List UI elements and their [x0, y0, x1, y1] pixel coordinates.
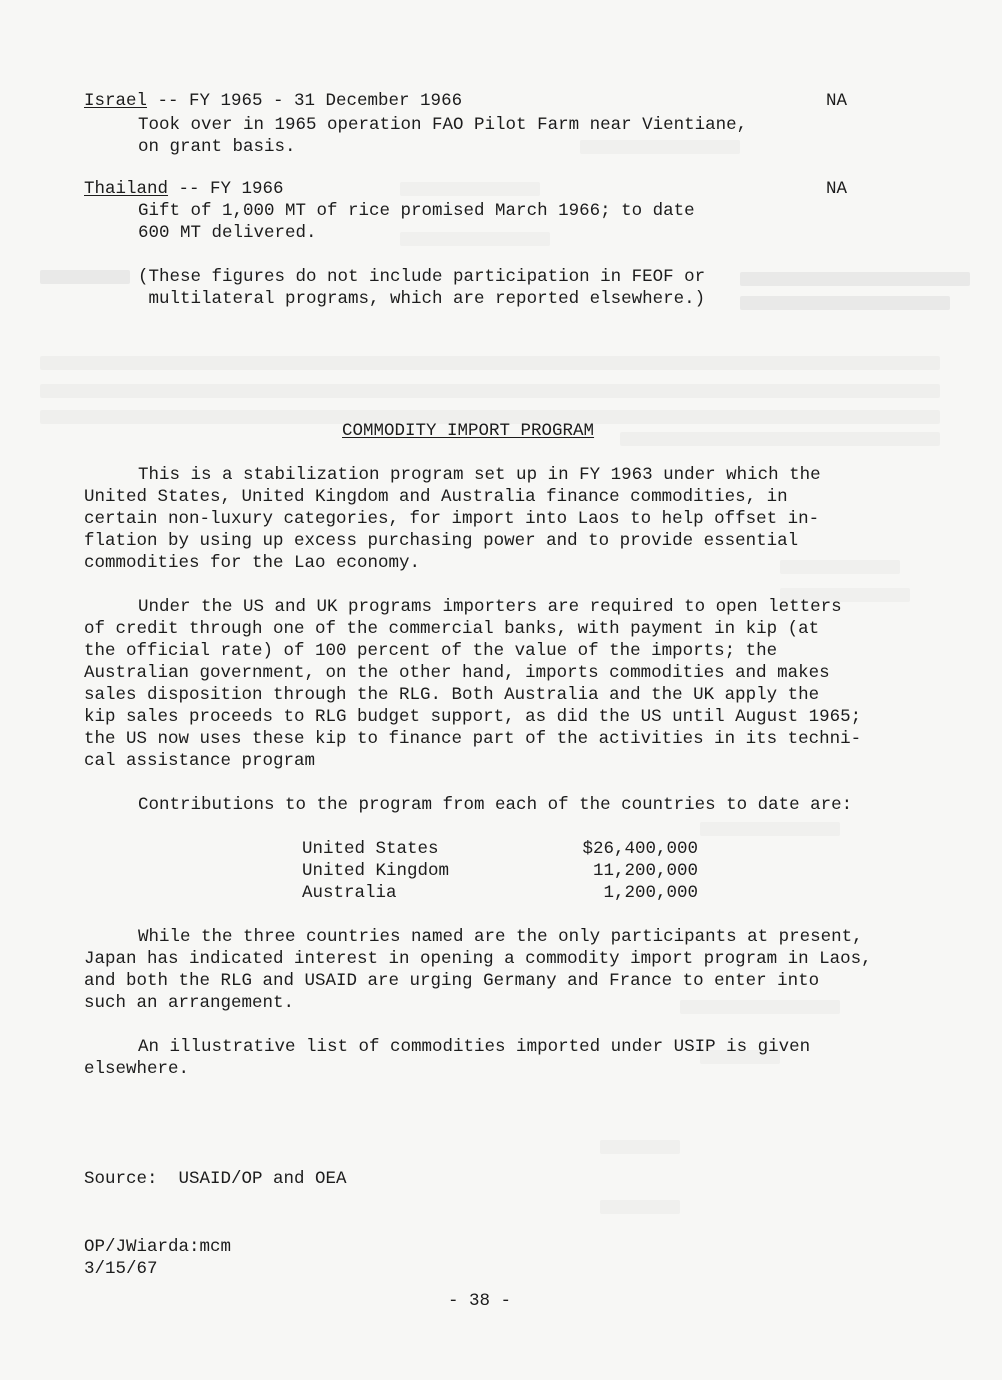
thailand-detail-1: Gift of 1,000 MT of rice promised March 1966; to date: [138, 201, 695, 221]
para2-line-4: Australian government, on the other hand, imports commodities and makes: [84, 663, 830, 683]
contributions-intro: Contributions to the program from each of the countries to date are:: [138, 795, 853, 815]
contribution-amount: 11,200,000: [592, 861, 698, 881]
contribution-country: Australia: [302, 883, 397, 903]
para1-line-5: commodities for the Lao economy.: [84, 553, 421, 573]
thailand-country: Thailand: [84, 179, 169, 199]
israel-detail-1: Took over in 1965 operation FAO Pilot Farm near Vientiane,: [138, 115, 748, 135]
thailand-period: -- FY 1966: [168, 179, 284, 199]
contribution-amount: 1,200,000: [603, 883, 698, 903]
israel-heading: [84, 90, 462, 112]
document-date: 3/15/67: [84, 1259, 158, 1279]
source-line: Source: USAID/OP and OEA: [84, 1169, 347, 1189]
contribution-country: United States: [302, 839, 439, 859]
para4-line-1: An illustrative list of commodities imported under USIP is given: [138, 1037, 811, 1057]
para2-line-2: of credit through one of the commercial banks, with payment in kip (at: [84, 619, 820, 639]
para1-line-1: This is a stabilization program set up in FY 1963 under which the: [138, 465, 821, 485]
contribution-country: United Kingdom: [302, 861, 450, 881]
thailand-heading: [84, 178, 284, 200]
para2-line-6: kip sales proceeds to RLG budget support, as did the US until August 1965;: [84, 707, 862, 727]
page-number: - 38 -: [448, 1291, 512, 1311]
para1-line-4: flation by using up excess purchasing power and to provide essential: [84, 531, 799, 551]
para3-line-4: such an arrangement.: [84, 993, 295, 1013]
para2-line-1: Under the US and UK programs importers are required to open letters: [138, 597, 842, 617]
para2-line-5: sales disposition through the RLG. Both Australia and the UK apply the: [84, 685, 820, 705]
note-line-2: multilateral programs, which are reported elsewhere.): [138, 289, 706, 309]
israel-period: -- FY 1965 - 31 December 1966: [147, 91, 463, 111]
note-line-1: (These figures do not include participation in FEOF or: [138, 267, 706, 287]
contribution-amount: $26,400,000: [582, 839, 698, 859]
para2-line-7: the US now uses these kip to finance part of the activities in its techni-: [84, 729, 862, 749]
thailand-detail-2: 600 MT delivered.: [138, 223, 317, 243]
para2-line-8: cal assistance program: [84, 751, 316, 771]
para3-line-1: While the three countries named are the only participants at present,: [138, 927, 863, 947]
section-title: COMMODITY IMPORT PROGRAM: [342, 421, 595, 441]
para1-line-3: certain non-luxury categories, for import into Laos to help offset in-: [84, 509, 820, 529]
para1-line-2: United States, United Kingdom and Australia finance commodities, in: [84, 487, 788, 507]
para3-line-3: and both the RLG and USAID are urging Germany and France to enter into: [84, 971, 820, 991]
para3-line-2: Japan has indicated interest in opening a commodity import program in Laos,: [84, 949, 872, 969]
thailand-status: NA: [826, 179, 848, 199]
para2-line-3: the official rate) of 100 percent of the value of the imports; the: [84, 641, 778, 661]
israel-status: NA: [826, 91, 848, 111]
israel-country: Israel: [84, 91, 148, 111]
author-initials: OP/JWiarda:mcm: [84, 1237, 232, 1257]
israel-detail-2: on grant basis.: [138, 137, 296, 157]
para4-line-2: elsewhere.: [84, 1059, 190, 1079]
